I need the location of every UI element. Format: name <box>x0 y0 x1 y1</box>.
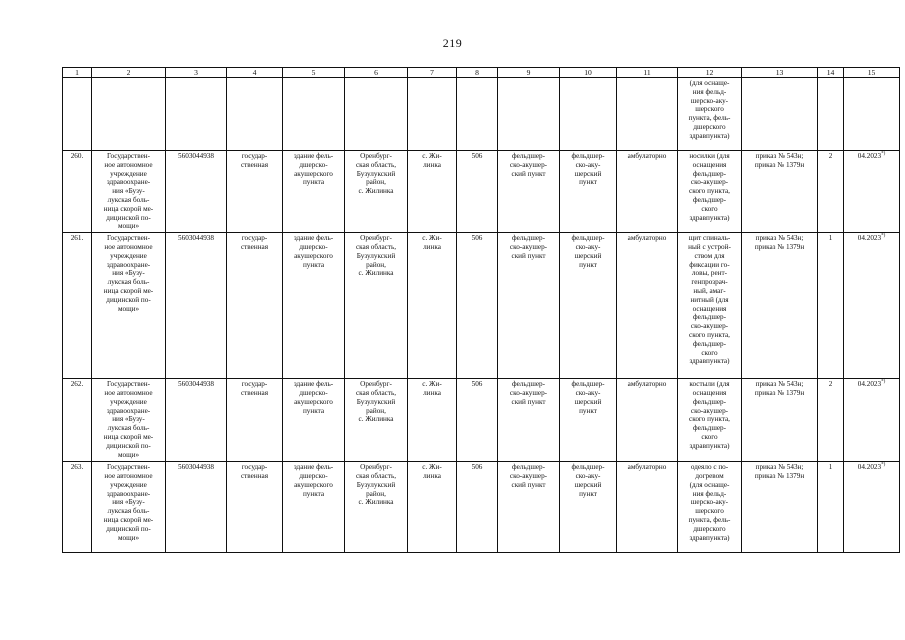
column-header: 12 <box>678 68 742 78</box>
equipment-cell: носилки (для оснащения фельдшер- ско-акушер- ского пункта, фельдшер- ского здравпункта) <box>678 151 742 233</box>
column-header: 9 <box>498 68 560 78</box>
inn-cell: 5603044938 <box>166 151 227 233</box>
inn-cell: 5603044938 <box>166 233 227 379</box>
address-cell: Оренбург- ская область, Бузулукский район, с. Жилинка <box>345 233 408 379</box>
column-header: 10 <box>560 68 617 78</box>
organization-cell: Государствен- ное автономное учреждение здравоохране- ния «Бузу- лукская боль- ница скорой ме- дицинской по- мощи» <box>92 233 166 379</box>
column-header: 6 <box>345 68 408 78</box>
date-cell <box>844 462 900 553</box>
inn-cell: 5603044938 <box>166 379 227 462</box>
table-row <box>63 462 900 553</box>
column-header: 1 <box>63 68 92 78</box>
address-cell: Оренбург- ская область, Бузулукский район, с. Жилинка <box>345 379 408 462</box>
care-form-cell: амбулаторно <box>617 379 678 462</box>
quantity-cell: 2 <box>818 151 844 233</box>
unit-name-cell: фельдшер- ско-аку- шерский пункт <box>560 233 617 379</box>
row-number: 260. <box>63 151 92 233</box>
header-row <box>63 68 900 78</box>
date-value: 04.2023 <box>857 152 882 160</box>
building-cell: здание фель- дшерско- акушерского пункта <box>283 151 345 233</box>
care-form-cell: амбулаторно <box>617 462 678 553</box>
column-header: 5 <box>283 68 345 78</box>
equipment-cell: (для оснаще- ния фельд- шерско-аку- шерского пункта, фель- дшерского здравпункта) <box>678 78 742 151</box>
column-header: 4 <box>227 68 283 78</box>
table-row <box>63 233 900 379</box>
date-value: 04.2023 <box>857 380 882 389</box>
organization-cell: Государствен- ное автономное учреждение здравоохране- ния «Бузу- лукская боль- ница скорой ме- дицинской по- мощи» <box>92 379 166 462</box>
ownership-cell: государ- ственная <box>227 379 283 462</box>
equipment-cell: костыли (для оснащения фельдшер- ско-акушер- ского пункта, фельдшер- ского здравпункта) <box>678 379 742 462</box>
column-header: 14 <box>818 68 844 78</box>
locality-cell: с. Жи- линка <box>408 233 457 379</box>
address-cell: Оренбург- ская область, Бузулукский район, с. Жилинка <box>345 151 408 233</box>
equipment-cell: щит спиналь- ный с устрой- ством для фиксации го- ловы, рент- генпрозрач- ный, амаг- нитный (для оснащения фельдшер- ско-акушер- ского пункта, фельдшер- ского здравпункта) <box>678 233 742 379</box>
care-form-cell: амбулаторно <box>617 233 678 379</box>
footnote-mark: *) <box>881 379 886 385</box>
address-cell: Оренбург- ская область, Бузулукский район, с. Жилинка <box>345 462 408 553</box>
date-value: 04.2023 <box>857 463 882 472</box>
order-cell: приказ № 543н; приказ № 1379н <box>742 462 818 553</box>
building-cell: здание фель- дшерско- акушерского пункта <box>283 379 345 462</box>
table-row <box>63 379 900 462</box>
building-cell: здание фель- дшерско- акушерского пункта <box>283 462 345 553</box>
row-number: 261. <box>63 233 92 379</box>
ownership-cell: государ- ственная <box>227 462 283 553</box>
registry-table <box>62 67 900 553</box>
locality-cell: с. Жи- линка <box>408 379 457 462</box>
column-header: 11 <box>617 68 678 78</box>
footnote-mark: *) <box>881 151 886 157</box>
table-row-continuation <box>63 78 900 151</box>
unit-type-cell: фельдшер- ско-акушер- ский пункт <box>498 233 560 379</box>
code-cell: 506 <box>457 151 498 233</box>
ownership-cell: государ- ственная <box>227 233 283 379</box>
date-value: 04.2023 <box>857 234 882 243</box>
care-form-cell: амбулаторно <box>617 151 678 233</box>
code-cell: 506 <box>457 233 498 379</box>
quantity-cell: 2 <box>818 379 844 462</box>
building-cell: здание фель- дшерско- акушерского пункта <box>283 233 345 379</box>
unit-type-cell: фельдшер- ско-акушер- ский пункт <box>498 151 560 233</box>
unit-name-cell: фельдшер- ско-аку- шерский пункт <box>560 151 617 233</box>
code-cell: 506 <box>457 462 498 553</box>
date-cell <box>844 379 900 462</box>
order-cell: приказ № 543н; приказ № 1379н <box>742 233 818 379</box>
quantity-cell: 1 <box>818 233 844 379</box>
ownership-cell: государ- ственная <box>227 151 283 233</box>
column-header: 3 <box>166 68 227 78</box>
quantity-cell: 1 <box>818 462 844 553</box>
page-number: 219 <box>442 36 463 50</box>
row-number: 262. <box>63 379 92 462</box>
row-number: 263. <box>63 462 92 553</box>
order-cell: приказ № 543н; приказ № 1379н <box>742 379 818 462</box>
column-header: 2 <box>92 68 166 78</box>
locality-cell: с. Жи- линка <box>408 151 457 233</box>
table-row <box>63 151 900 233</box>
code-cell: 506 <box>457 379 498 462</box>
column-header: 7 <box>408 68 457 78</box>
order-cell: приказ № 543н; приказ № 1379н <box>742 151 818 233</box>
organization-cell: Государствен- ное автономное учреждение здравоохране- ния «Бузу- лукская боль- ница скорой ме- дицинской по- мощи» <box>92 151 166 233</box>
locality-cell: с. Жи- линка <box>408 462 457 553</box>
date-cell <box>844 151 900 233</box>
footnote-mark: *) <box>881 233 886 239</box>
unit-type-cell: фельдшер- ско-акушер- ский пункт <box>498 379 560 462</box>
equipment-cell: одеяло с по- догревом (для оснаще- ния фельд- шерско-аку- шерского пункта, фель- дшерского здравпункта) <box>678 462 742 553</box>
date-cell <box>844 233 900 379</box>
inn-cell: 5603044938 <box>166 462 227 553</box>
organization-cell: Государствен- ное автономное учреждение здравоохране- ния «Бузу- лукская боль- ница скорой ме- дицинской по- мощи» <box>92 462 166 553</box>
column-header: 13 <box>742 68 818 78</box>
column-header: 8 <box>457 68 498 78</box>
unit-name-cell: фельдшер- ско-аку- шерский пункт <box>560 379 617 462</box>
unit-type-cell: фельдшер- ско-акушер- ский пункт <box>498 462 560 553</box>
column-header: 15 <box>844 68 900 78</box>
unit-name-cell: фельдшер- ско-аку- шерский пункт <box>560 462 617 553</box>
footnote-mark: *) <box>881 462 886 468</box>
